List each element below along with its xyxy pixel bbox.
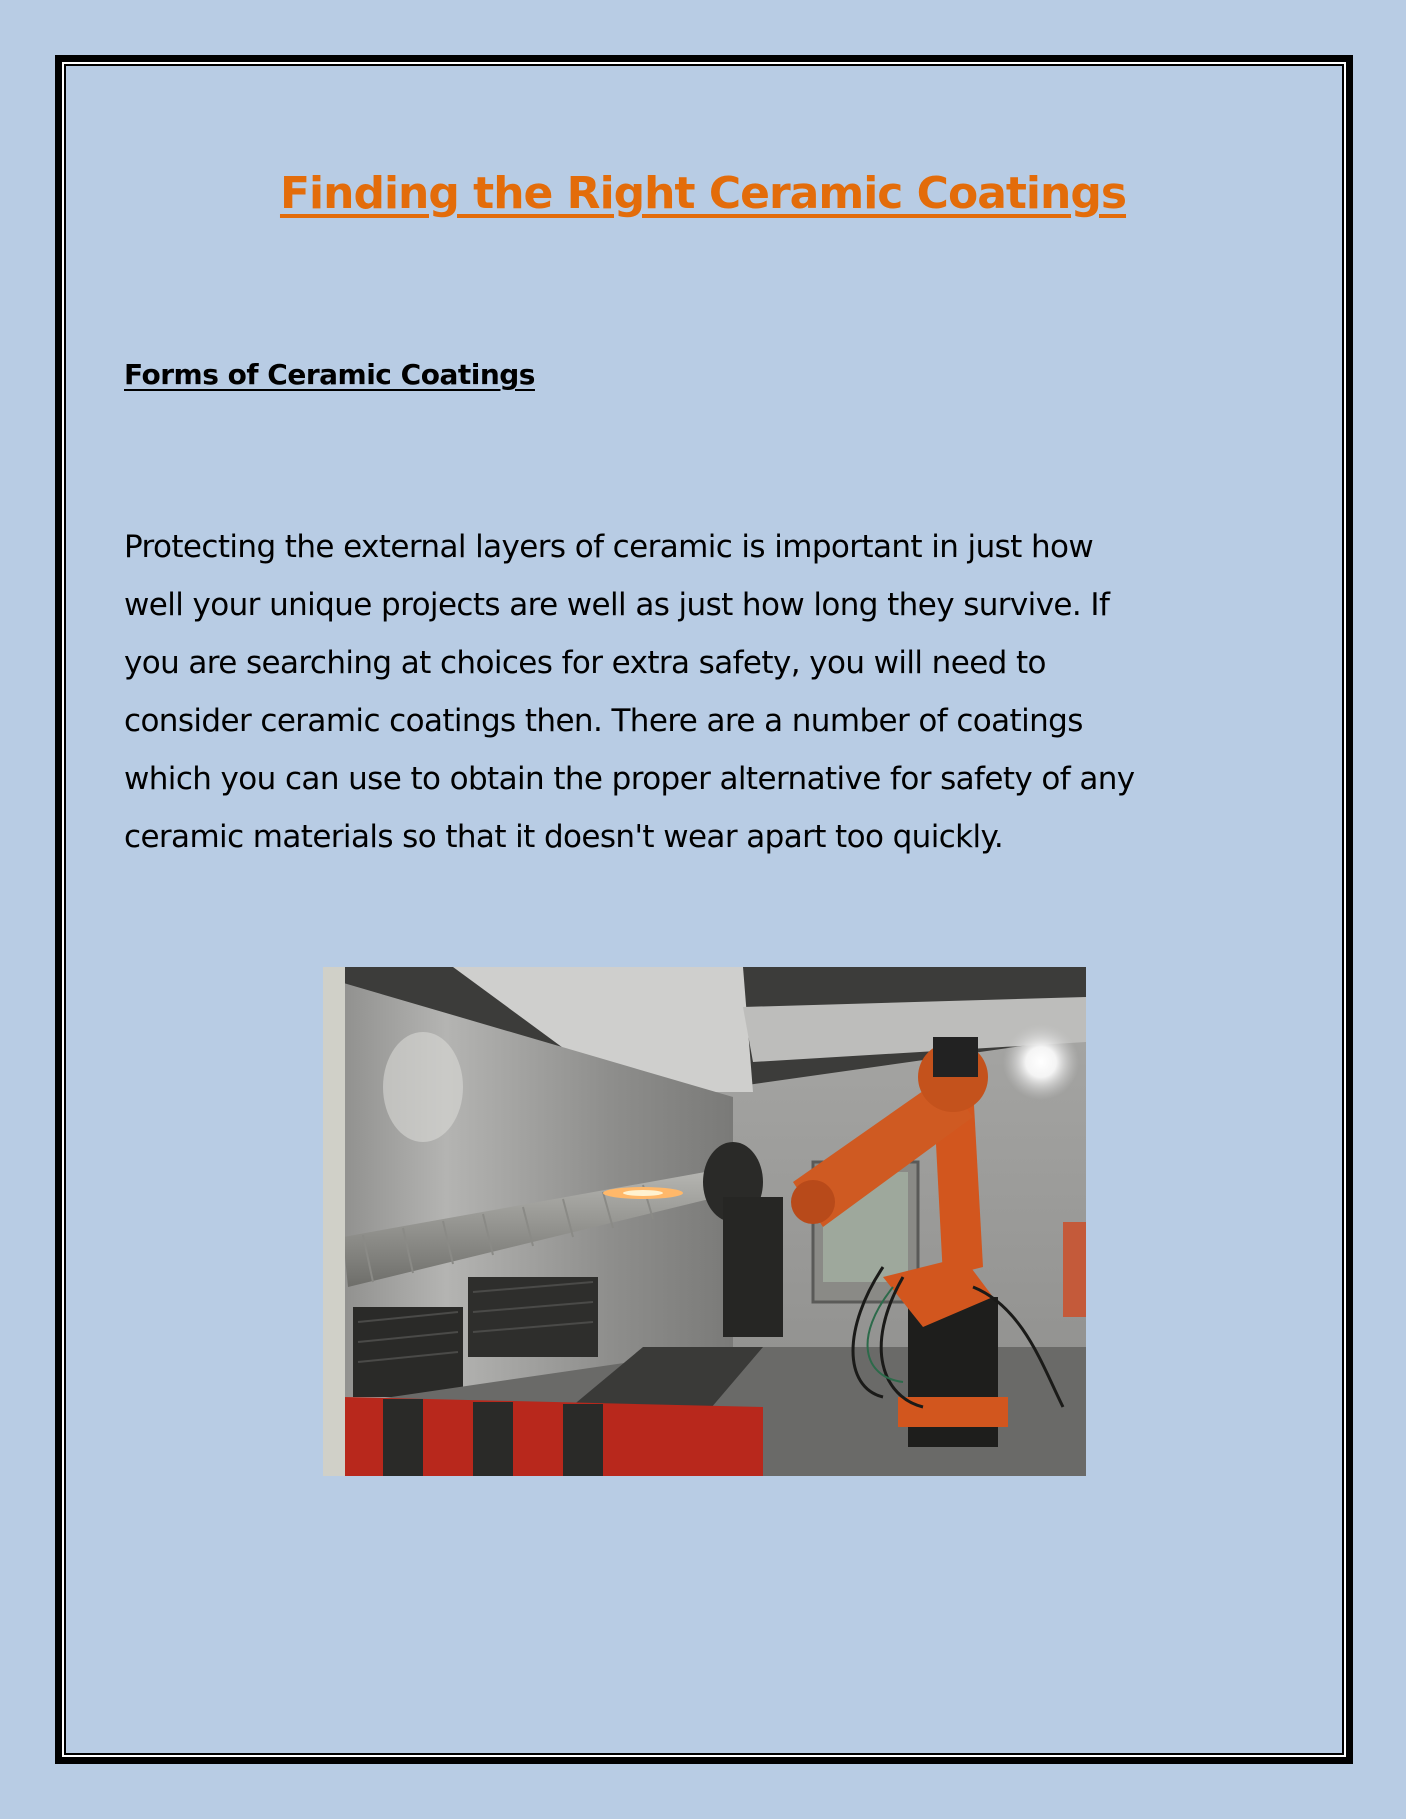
- body-line: you are searching at choices for extra safety, you will need to: [124, 645, 1046, 681]
- photo-illustration-icon: [323, 967, 1086, 1476]
- body-line: ceramic materials so that it doesn't wear apart too quickly.: [124, 819, 1004, 855]
- document-title: Finding the Right Ceramic Coatings: [279, 168, 1127, 219]
- body-line: which you can use to obtain the proper alternative for safety of any: [124, 761, 1135, 797]
- page-border-inner: [64, 64, 1344, 1755]
- section-heading: Forms of Ceramic Coatings: [124, 358, 535, 391]
- body-line: consider ceramic coatings then. There are a number of coatings: [124, 703, 1083, 739]
- body-line: well your unique projects are well as just how long they survive. If: [124, 587, 1110, 623]
- body-paragraph: [124, 518, 1284, 866]
- body-line: Protecting the external layers of ceramic is important in just how: [124, 529, 1094, 565]
- robot-spray-photo: [323, 967, 1086, 1476]
